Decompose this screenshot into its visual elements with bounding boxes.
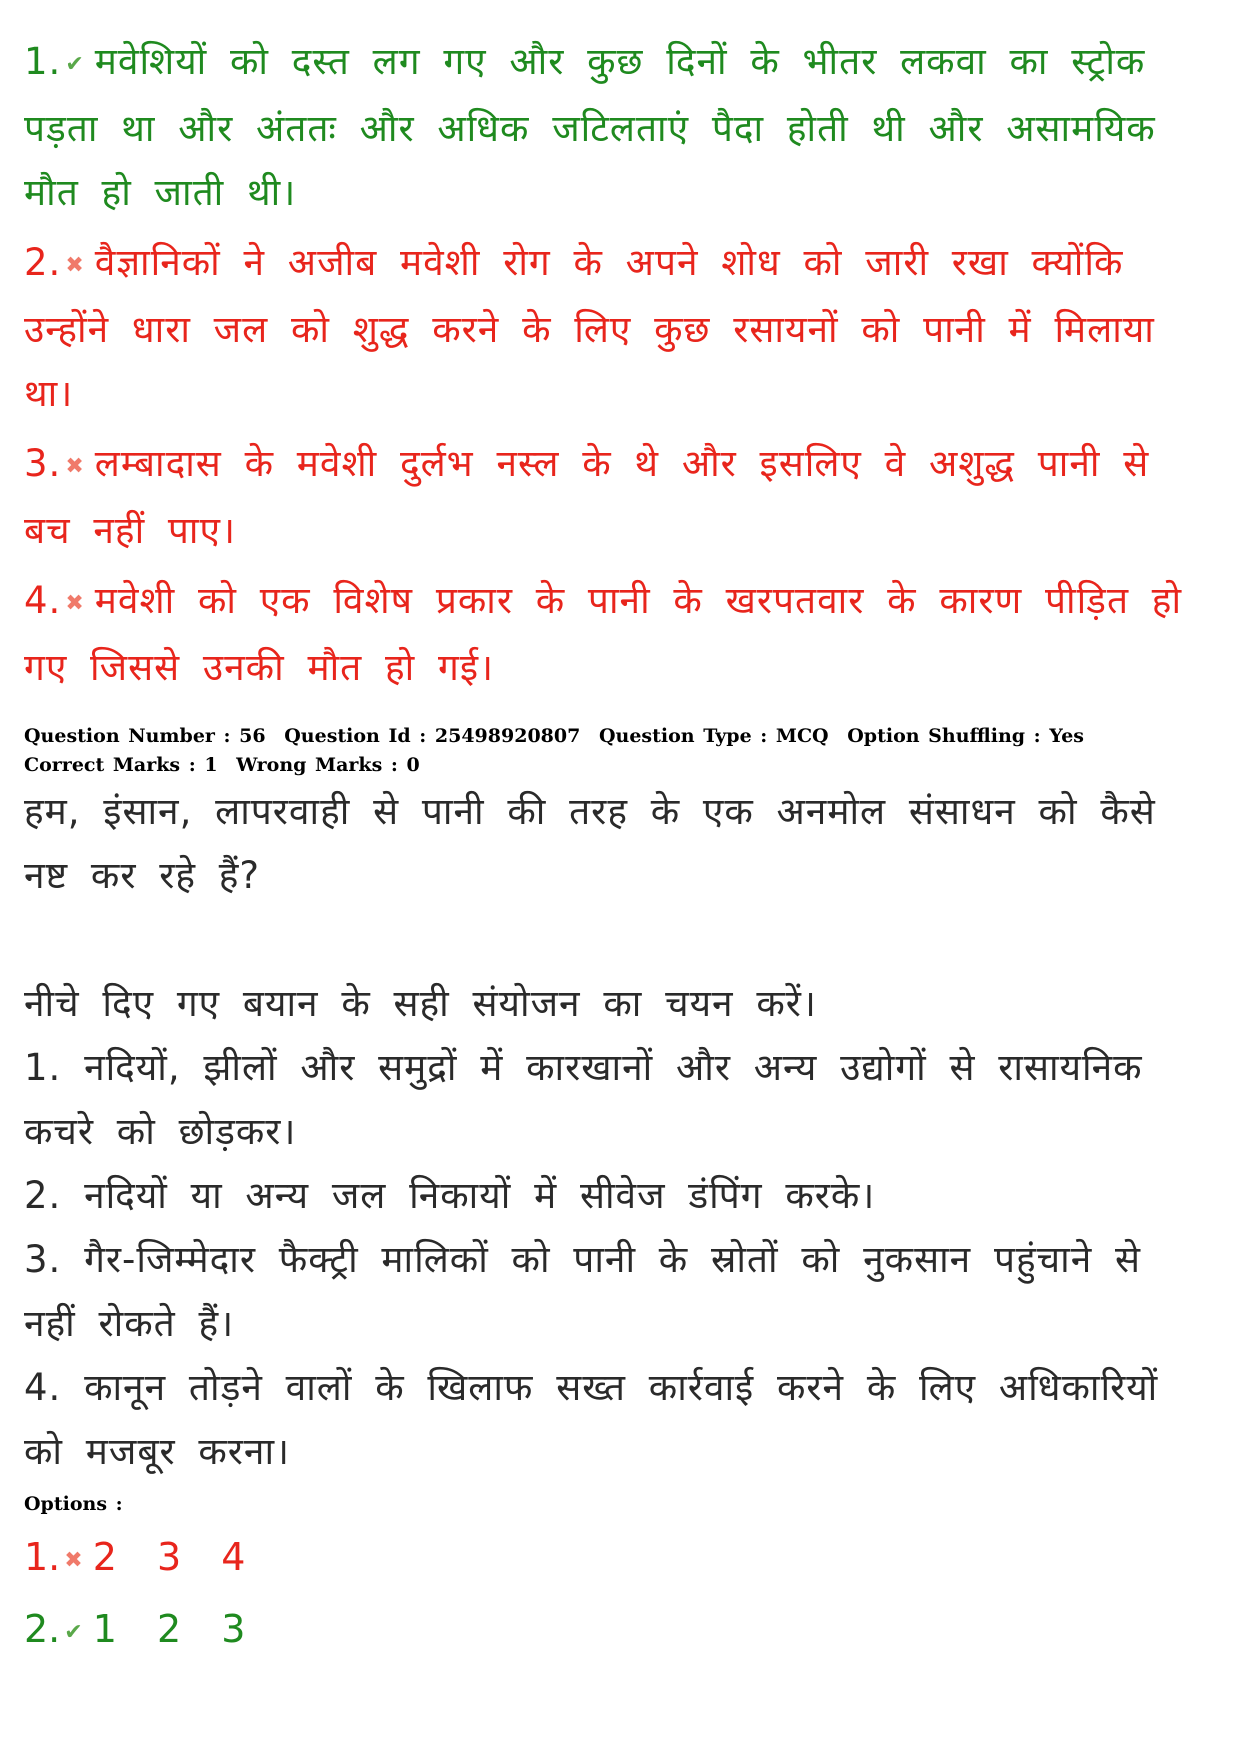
question-meta	[24, 722, 1214, 780]
prev-option-2	[24, 231, 1214, 426]
statement-4: 4. कानून तोड़ने वालों के खिलाफ सख्त कार्रवाई करने के लिए अधिकारियों को मजबूर करना।	[24, 1366, 1159, 1473]
question-body	[24, 780, 1214, 1484]
prev-option-text: वैज्ञानिकों ने अजीब मवेशी रोग के अपने शोध को जारी रखा क्योंकि उन्होंने धारा जल को शुद्ध करने के लिए कुछ रसायनों को पानी में मिलाया था।	[24, 241, 1155, 415]
prev-option-number: 4.	[24, 579, 62, 622]
question-id: Question Id : 25498920807	[284, 725, 581, 747]
cross-icon: ✖	[65, 591, 85, 616]
statement-2: 2. नदियों या अन्य जल निकायों में सीवेज डंपिंग करके।	[24, 1174, 876, 1217]
answer-option-1	[24, 1523, 1214, 1595]
question-meta-line-2	[24, 751, 1214, 780]
prev-option-number: 1.	[24, 40, 62, 83]
prev-option-text: मवेशियों को दस्त लग गए और कुछ दिनों के भीतर लकवा का स्ट्रोक पड़ता था और अंततः और अधिक जटिलताएं पैदा होती थी और असामयिक मौत हो जाती थी।	[24, 40, 1156, 214]
question-number: Question Number : 56	[24, 725, 266, 747]
question-instruction: नीचे दिए गए बयान के सही संयोजन का चयन करें।	[24, 982, 817, 1025]
answer-option-2	[24, 1595, 1214, 1667]
prev-option-3	[24, 432, 1214, 563]
document-page	[24, 30, 1214, 1667]
option-shuffling: Option Shuffling : Yes	[847, 725, 1085, 747]
statement-3: 3. गैर-जिम्मेदार फैक्ट्री मालिकों को पानी के स्रोतों को नुकसान पहुंचाने से नहीं रोकते हैं।	[24, 1238, 1142, 1345]
statement-1: 1. नदियों, झीलों और समुद्रों में कारखानों और अन्य उद्योगों से रासायनिक कचरे को छोड़कर।	[24, 1046, 1143, 1153]
answer-option-text: 1 2 3	[92, 1607, 254, 1651]
question-meta-line-1	[24, 722, 1214, 751]
question-type: Question Type : MCQ	[598, 725, 829, 747]
prev-option-number: 2.	[24, 241, 62, 284]
prev-option-number: 3.	[24, 442, 62, 485]
options-label: Options :	[24, 1493, 123, 1515]
prev-option-text: लम्बादास के मवेशी दुर्लभ नस्ल के थे और इसलिए वे अशुद्ध पानी से बच नहीं पाए।	[24, 442, 1150, 552]
prev-option-text: मवेशी को एक विशेष प्रकार के पानी के खरपतवार के कारण पीड़ित हो गए जिससे उनकी मौत हो गई।	[24, 579, 1183, 689]
cross-icon: ✖	[65, 454, 85, 479]
correct-marks: Correct Marks : 1	[24, 754, 218, 776]
answer-option-number: 2.	[24, 1607, 61, 1651]
check-icon: ✔	[64, 1620, 83, 1645]
answer-option-number: 1.	[24, 1535, 61, 1579]
cross-icon: ✖	[65, 253, 85, 278]
prev-option-4	[24, 569, 1214, 700]
prev-option-1	[24, 30, 1214, 225]
wrong-marks: Wrong Marks : 0	[236, 754, 420, 776]
answer-option-list	[24, 1523, 1214, 1667]
question-text: हम, इंसान, लापरवाही से पानी की तरह के एक अनमोल संसाधन को कैसे नष्ट कर रहे हैं?	[24, 790, 1156, 897]
prev-option-list	[24, 30, 1214, 700]
cross-icon: ✖	[64, 1548, 83, 1573]
check-icon: ✔	[65, 52, 85, 77]
answer-option-text: 2 3 4	[92, 1535, 254, 1579]
